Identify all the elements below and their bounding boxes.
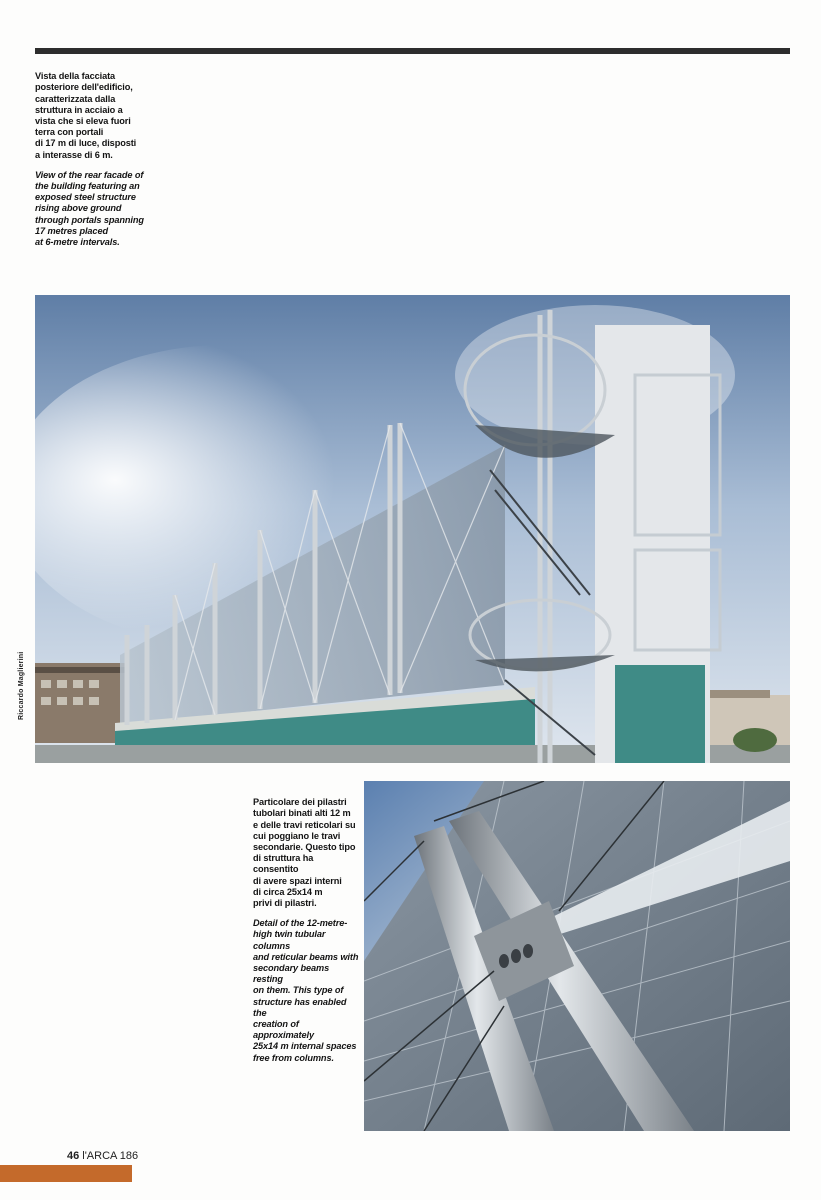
caption-columns — [253, 786, 361, 1075]
page-folio — [67, 1150, 138, 1162]
caption-columns-italian: Particolare dei pilastri tubolari binati alti 12 m e delle travi reticolari su cui poggiano le travi secondarie. Questo tipo di struttura ha consentito di avere spazi interni di circa 25x14 m privi di pilastri. — [253, 797, 356, 909]
top-rule — [35, 48, 790, 54]
caption-facade-english: View of the rear facade of the building featuring an exposed steel structure rising above ground through portals spanning 17 metres placed at 6-metre intervals. — [35, 169, 144, 248]
caption-facade — [35, 60, 155, 259]
photo-column-detail — [364, 781, 790, 1131]
accent-bar — [0, 1165, 132, 1182]
caption-columns-english: Detail of the 12-metre- high twin tubular columns and reticular beams with secondary beams resting on them. This type of structure has enabled the creation of approximately 25x14 m internal spaces free from columns. — [253, 918, 359, 1063]
magazine-issue: l'ARCA 186 — [82, 1150, 139, 1162]
photo-rear-facade — [35, 295, 790, 763]
photo-credit: Riccardo Maglierini — [18, 651, 25, 720]
page-number: 46 — [67, 1150, 80, 1162]
caption-facade-italian: Vista della facciata posteriore dell'edificio, caratterizzata dalla struttura in acciaio a vista che si eleva fuori terra con portali di 17 m di luce, disposti a interasse di 6 m. — [35, 71, 137, 160]
